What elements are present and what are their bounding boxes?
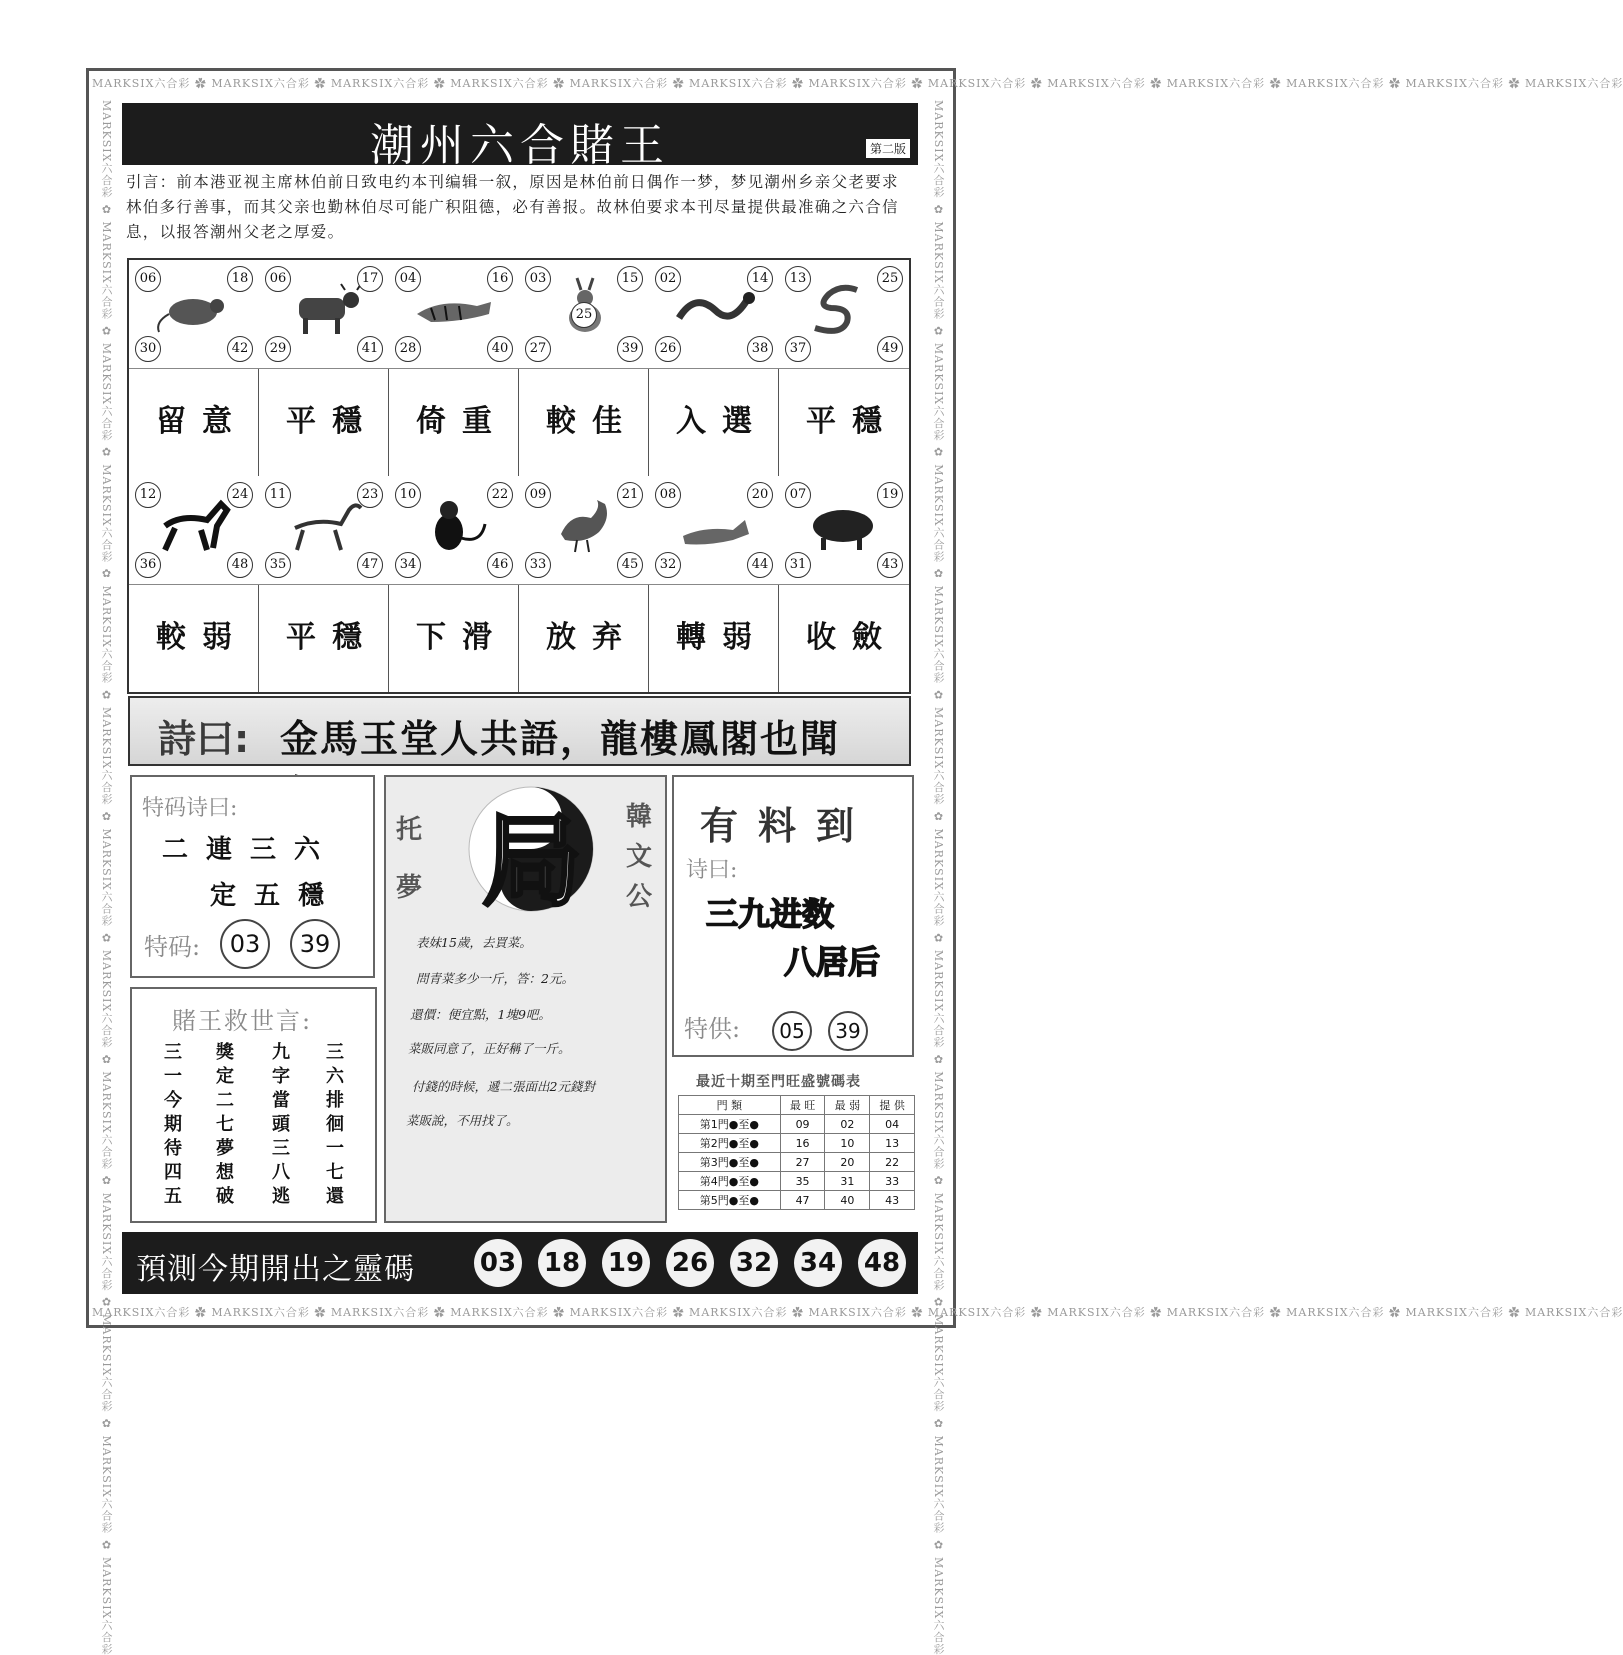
table-header: 最 弱 bbox=[825, 1096, 870, 1115]
zodiac-number: 19 bbox=[877, 482, 903, 508]
zodiac-verdict: 留意 bbox=[129, 368, 259, 475]
dream-line: 菜販說，不用找了。 bbox=[406, 1113, 519, 1128]
zodiac-picture bbox=[259, 260, 389, 368]
zodiac-number: 45 bbox=[617, 552, 643, 578]
table-cell: 第4門●至● bbox=[679, 1172, 781, 1191]
zodiac-number: 41 bbox=[357, 336, 383, 362]
dream-line: 表妹15歲，去買菜。 bbox=[416, 935, 532, 950]
zodiac-number: 24 bbox=[227, 482, 253, 508]
table-cell: 31 bbox=[825, 1172, 870, 1191]
youliao-line2: 八居后 bbox=[784, 943, 881, 981]
watermark-right: MARKSIX六合彩 ✿ MARKSIX六合彩 ✿ MARKSIX六合彩 ✿ MARKSIX六合彩 ✿ MARKSIX六合彩 ✿ MARKSIX六合彩 ✿ MARKSIX六合彩 ✿ MARKSIX六合彩 ✿ MARKSIX六合彩 ✿ MARKSIX六合彩 ✿ MARKSIX六合彩 ✿ MARKSIX六合彩 ✿ MARKSIX六合彩 bbox=[932, 100, 945, 1655]
zodiac-number: 06 bbox=[135, 266, 161, 292]
zodiac-number: 28 bbox=[395, 336, 421, 362]
watermark-bottom: MARKSIX六合彩 ✿ MARKSIX六合彩 ✿ MARKSIX六合彩 ✿ MARKSIX六合彩 ✿ MARKSIX六合彩 ✿ MARKSIX六合彩 ✿ MARKSIX六合彩 ✿ MARKSIX六合彩 ✿ MARKSIX六合彩 ✿ MARKSIX六合彩 ✿ MARKSIX六合彩 ✿ MARKSIX六合彩 ✿ MARKSIX六合彩 bbox=[92, 1306, 1623, 1319]
table-row bbox=[679, 1115, 915, 1134]
zodiac-number: 46 bbox=[487, 552, 513, 578]
table-row bbox=[679, 1172, 915, 1191]
table-header: 最 旺 bbox=[780, 1096, 825, 1115]
zodiac-picture bbox=[779, 476, 909, 584]
watermark-top: MARKSIX六合彩 ✿ MARKSIX六合彩 ✿ MARKSIX六合彩 ✿ MARKSIX六合彩 ✿ MARKSIX六合彩 ✿ MARKSIX六合彩 ✿ MARKSIX六合彩 ✿ MARKSIX六合彩 ✿ MARKSIX六合彩 ✿ MARKSIX六合彩 ✿ MARKSIX六合彩 ✿ MARKSIX六合彩 ✿ MARKSIX六合彩 bbox=[92, 77, 1623, 90]
zodiac-picture bbox=[649, 260, 779, 368]
zodiac-number: 08 bbox=[655, 482, 681, 508]
dream-box bbox=[384, 775, 667, 1223]
zodiac-number: 32 bbox=[655, 552, 681, 578]
zodiac-number: 36 bbox=[135, 552, 161, 578]
dream-right-label: 韓 文 公 bbox=[625, 802, 652, 912]
table-cell: 40 bbox=[825, 1191, 870, 1210]
zodiac-number: 49 bbox=[877, 336, 903, 362]
zodiac-number: 12 bbox=[135, 482, 161, 508]
zodiac-number: 07 bbox=[785, 482, 811, 508]
zodiac-cell bbox=[779, 260, 909, 476]
prediction-ball: 48 bbox=[858, 1239, 906, 1287]
dream-line: 付錢的時候，遞二張面出2元錢對 bbox=[412, 1079, 595, 1094]
table-cell: 22 bbox=[870, 1153, 915, 1172]
zodiac-verdict: 收斂 bbox=[779, 584, 909, 691]
zodiac-verdict: 下滑 bbox=[389, 584, 519, 691]
zodiac-number: 10 bbox=[395, 482, 421, 508]
zodiac-cell bbox=[779, 476, 909, 692]
zodiac-cell bbox=[389, 476, 519, 692]
ox-icon bbox=[281, 278, 367, 338]
dream-seal-char: 局 bbox=[482, 802, 582, 920]
zodiac-picture bbox=[389, 476, 519, 584]
special-code-box bbox=[130, 775, 375, 978]
zodiac-number: 29 bbox=[265, 336, 291, 362]
watermark-left: MARKSIX六合彩 ✿ MARKSIX六合彩 ✿ MARKSIX六合彩 ✿ MARKSIX六合彩 ✿ MARKSIX六合彩 ✿ MARKSIX六合彩 ✿ MARKSIX六合彩 ✿ MARKSIX六合彩 ✿ MARKSIX六合彩 ✿ MARKSIX六合彩 ✿ MARKSIX六合彩 ✿ MARKSIX六合彩 ✿ MARKSIX六合彩 bbox=[100, 100, 113, 1655]
youliao-code-ball: 39 bbox=[828, 1011, 868, 1051]
zodiac-picture bbox=[519, 260, 649, 368]
title-bar bbox=[122, 103, 918, 171]
zodiac-number: 16 bbox=[487, 266, 513, 292]
zodiac-grid bbox=[127, 258, 911, 694]
table-row bbox=[679, 1153, 915, 1172]
goat-icon bbox=[281, 494, 367, 554]
zodiac-cell bbox=[259, 260, 389, 476]
table-header: 提 供 bbox=[870, 1096, 915, 1115]
zodiac-number: 43 bbox=[877, 552, 903, 578]
zodiac-number: 38 bbox=[747, 336, 773, 362]
zodiac-number: 03 bbox=[525, 266, 551, 292]
zodiac-verdict: 較弱 bbox=[129, 584, 259, 691]
zodiac-picture bbox=[129, 476, 259, 584]
gambler-column: 三 六 排 徊 一 七 還 bbox=[326, 1042, 344, 1207]
special-code-ball: 03 bbox=[220, 919, 270, 969]
table-cell: 第3門●至● bbox=[679, 1153, 781, 1172]
dream-line: 還價：便宜點，1塊9吧。 bbox=[410, 1007, 551, 1022]
zodiac-number: 47 bbox=[357, 552, 383, 578]
zodiac-number: 21 bbox=[617, 482, 643, 508]
zodiac-number: 11 bbox=[265, 482, 291, 508]
zodiac-cell bbox=[129, 260, 259, 476]
table-cell: 20 bbox=[825, 1153, 870, 1172]
zodiac-picture bbox=[129, 260, 259, 368]
zodiac-number: 48 bbox=[227, 552, 253, 578]
zodiac-number: 04 bbox=[395, 266, 421, 292]
gambler-column: 九 字 當 頭 三 八 逃 bbox=[272, 1042, 290, 1207]
rooster-icon bbox=[541, 494, 627, 554]
special-poem-line1: 二連三六 bbox=[162, 835, 339, 865]
dream-left-label: 托 夢 bbox=[395, 815, 422, 903]
edition-label: 第二版 bbox=[866, 139, 910, 158]
dragon-icon bbox=[671, 278, 757, 338]
zodiac-number: 44 bbox=[747, 552, 773, 578]
zodiac-number: 35 bbox=[265, 552, 291, 578]
zodiac-verdict: 轉弱 bbox=[649, 584, 779, 691]
zodiac-picture bbox=[649, 476, 779, 584]
table-row bbox=[679, 1134, 915, 1153]
table-cell: 47 bbox=[780, 1191, 825, 1210]
zodiac-number: 40 bbox=[487, 336, 513, 362]
zodiac-number: 33 bbox=[525, 552, 551, 578]
zodiac-picture bbox=[389, 260, 519, 368]
table-cell: 10 bbox=[825, 1134, 870, 1153]
special-poem-line2: 定五穩 bbox=[210, 881, 343, 911]
gambler-column: 獎 定 二 七 夢 想 破 bbox=[216, 1042, 234, 1207]
prediction-ball: 18 bbox=[538, 1239, 586, 1287]
zodiac-picture bbox=[519, 476, 649, 584]
zodiac-cell bbox=[649, 260, 779, 476]
special-code-label: 特码: bbox=[144, 933, 201, 961]
gambler-words-box bbox=[130, 987, 377, 1223]
zodiac-center-number: 25 bbox=[571, 302, 597, 328]
dream-line: 菜販同意了，正好稱了一斤。 bbox=[408, 1041, 571, 1056]
table-cell: 09 bbox=[780, 1115, 825, 1134]
table-cell: 16 bbox=[780, 1134, 825, 1153]
prediction-ball: 34 bbox=[794, 1239, 842, 1287]
zodiac-number: 14 bbox=[747, 266, 773, 292]
pig-icon bbox=[801, 494, 887, 554]
zodiac-number: 37 bbox=[785, 336, 811, 362]
zodiac-verdict: 倚重 bbox=[389, 368, 519, 475]
zodiac-number: 42 bbox=[227, 336, 253, 362]
intro-text: 引言：前本港亚视主席林伯前日致电约本刊编辑一叙，原因是林伯前日偶作一梦，梦见潮州乡亲父老要求林伯多行善事，而其父亲也勤林伯尽可能广积阻德，必有善报。故林伯要求本刊尽量提供最准确之六合信息，以报答潮州父老之厚爱。 bbox=[126, 173, 899, 241]
table-cell: 第1門●至● bbox=[679, 1115, 781, 1134]
special-poem-label: 特码诗曰: bbox=[142, 796, 238, 821]
table-cell: 04 bbox=[870, 1115, 915, 1134]
zodiac-cell bbox=[129, 476, 259, 692]
prediction-ball: 26 bbox=[666, 1239, 714, 1287]
table-cell: 35 bbox=[780, 1172, 825, 1191]
dream-line: 問青菜多少一斤，答：2元。 bbox=[416, 971, 574, 986]
zodiac-number: 23 bbox=[357, 482, 383, 508]
zodiac-number: 31 bbox=[785, 552, 811, 578]
tiger-icon bbox=[411, 278, 497, 338]
zodiac-number: 22 bbox=[487, 482, 513, 508]
door-number-table bbox=[678, 1095, 915, 1210]
zodiac-verdict: 放弃 bbox=[519, 584, 649, 691]
youliao-code-ball: 05 bbox=[772, 1011, 812, 1051]
prediction-ball: 32 bbox=[730, 1239, 778, 1287]
zodiac-cell bbox=[389, 260, 519, 476]
zodiac-number: 39 bbox=[617, 336, 643, 362]
table-header: 門 類 bbox=[679, 1096, 781, 1115]
zodiac-verdict: 平穩 bbox=[259, 368, 389, 475]
zodiac-number: 02 bbox=[655, 266, 681, 292]
table-cell: 27 bbox=[780, 1153, 825, 1172]
prediction-bar bbox=[122, 1232, 918, 1294]
table-cell: 13 bbox=[870, 1134, 915, 1153]
zodiac-picture bbox=[259, 476, 389, 584]
prediction-label: 預測今期開出之靈碼 bbox=[136, 1252, 415, 1287]
prediction-ball: 03 bbox=[474, 1239, 522, 1287]
dog-icon bbox=[671, 494, 757, 554]
poem-bar bbox=[128, 696, 911, 766]
zodiac-number: 25 bbox=[877, 266, 903, 292]
zodiac-number: 15 bbox=[617, 266, 643, 292]
zodiac-number: 27 bbox=[525, 336, 551, 362]
gambler-column: 三 一 今 期 待 四 五 bbox=[164, 1042, 182, 1207]
table-cell: 第5門●至● bbox=[679, 1191, 781, 1210]
rat-icon bbox=[151, 278, 237, 338]
zodiac-verdict: 較佳 bbox=[519, 368, 649, 475]
zodiac-picture bbox=[779, 260, 909, 368]
youliao-special-label: 特供: bbox=[684, 1015, 741, 1043]
door-number-table-box bbox=[672, 1067, 917, 1223]
zodiac-verdict: 入選 bbox=[649, 368, 779, 475]
horse-icon bbox=[151, 494, 237, 554]
snake-icon bbox=[801, 278, 887, 338]
table-title: 最近十期至門旺盛號碼表 bbox=[696, 1074, 861, 1090]
zodiac-number: 09 bbox=[525, 482, 551, 508]
table-cell: 02 bbox=[825, 1115, 870, 1134]
table-cell: 33 bbox=[870, 1172, 915, 1191]
gambler-title: 賭王救世言: bbox=[172, 1007, 313, 1035]
table-cell: 43 bbox=[870, 1191, 915, 1210]
table-cell: 第2門●至● bbox=[679, 1134, 781, 1153]
zodiac-number: 20 bbox=[747, 482, 773, 508]
zodiac-number: 34 bbox=[395, 552, 421, 578]
zodiac-verdict: 平穩 bbox=[779, 368, 909, 475]
monkey-icon bbox=[411, 494, 497, 554]
zodiac-number: 26 bbox=[655, 336, 681, 362]
zodiac-number: 13 bbox=[785, 266, 811, 292]
youliao-line1: 三九进数 bbox=[706, 895, 835, 933]
table-header-row bbox=[679, 1096, 915, 1115]
zodiac-verdict: 平穩 bbox=[259, 584, 389, 691]
table-row bbox=[679, 1191, 915, 1210]
prediction-ball: 19 bbox=[602, 1239, 650, 1287]
special-code-ball: 39 bbox=[290, 919, 340, 969]
zodiac-cell bbox=[259, 476, 389, 692]
poem-text: 金馬玉堂人共語，龍樓鳳閣也聞 bbox=[280, 717, 841, 761]
zodiac-number: 17 bbox=[357, 266, 383, 292]
zodiac-cell bbox=[519, 260, 649, 476]
youliao-label: 诗曰: bbox=[686, 858, 738, 883]
zodiac-number: 30 bbox=[135, 336, 161, 362]
zodiac-number: 06 bbox=[265, 266, 291, 292]
zodiac-cell bbox=[519, 476, 649, 692]
youliao-box bbox=[672, 775, 914, 1057]
poem-label: 詩曰: bbox=[158, 717, 250, 761]
zodiac-cell bbox=[649, 476, 779, 692]
youliao-title: 有料到 bbox=[700, 804, 875, 848]
page-title: 潮州六合賭王 bbox=[370, 120, 670, 171]
zodiac-number: 18 bbox=[227, 266, 253, 292]
